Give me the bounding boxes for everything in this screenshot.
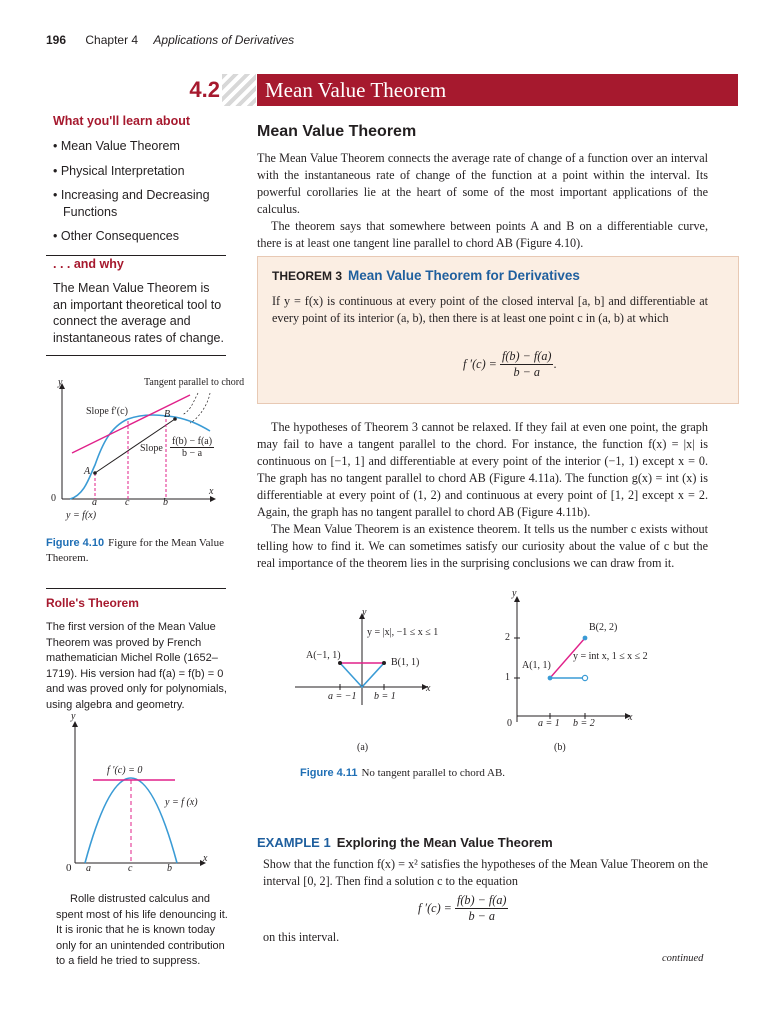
fig411a-am1: a = −1: [328, 691, 357, 702]
section-number: 4.2: [189, 77, 220, 102]
theorem-box: [257, 256, 739, 404]
rolle-fig-y: y: [71, 711, 76, 722]
rolle-fig-fc: f ′(c) = 0: [107, 765, 143, 776]
chapter-number: Chapter 4: [85, 33, 139, 47]
fig411b-b2: b = 2: [573, 718, 595, 729]
fig411b-x: x: [628, 712, 633, 723]
fig410-frac-den: b − a: [181, 448, 203, 459]
why-text: The Mean Value Theorem is an important theoretical tool to connect the average and instantaneous rates of change.: [53, 281, 224, 345]
fig410-a: a: [92, 497, 97, 508]
rolle-closing: [56, 892, 236, 970]
rolle-fig-curve: y = f (x): [165, 797, 198, 808]
main-heading: Mean Value Theorem: [257, 123, 417, 140]
example-title: Exploring the Mean Value Theorem: [336, 835, 553, 850]
page-number: 196: [46, 33, 67, 47]
theorem-formula: [463, 349, 557, 380]
fig411b-B: B(2, 2): [589, 622, 618, 633]
paragraph: The hypotheses of Theorem 3 cannot be relaxed. If they fail at even one point, the graph may fail to have a tangent parallel to the chord. For instance, the function f(x) = |x| is continuous on [−1, 1] and differentiable at every point of the interior (−1, 1) except x = 0. The graph has no tangent parallel to chord AB (Figure 4.11a). The function g(x) = int (x) is differentiable at every point of (1, 2) and continuous at every point of [1, 2] except x = 2. Again, the graph has no tangent parallel to chord AB (Figure 4.11b).: [257, 420, 708, 519]
fig411b-1: 1: [505, 672, 510, 683]
paragraph: The Mean Value Theorem connects the average rate of change of a function over an interval with the instantaneous rate of change of the function at a point within the interval. Its powerful corollaries lie at the heart of some of the most important applications of the calculus.: [257, 151, 708, 216]
learn-heading: What you'll learn about: [53, 114, 191, 128]
sidebar-divider: [46, 355, 226, 356]
fig411a-eq: y = |x|, −1 ≤ x ≤ 1: [367, 627, 439, 638]
rolle-heading: Rolle's Theorem: [46, 596, 139, 610]
example-text: Show that the function f(x) = x² satisfies the hypotheses of the Mean Value Theorem on the interval [0, 2]. Then find a solution c to the equation: [263, 857, 708, 888]
rolle-figure: [55, 713, 225, 878]
learn-item: • Physical Interpretation: [53, 163, 185, 178]
running-header: [46, 33, 294, 47]
fig411b-0: 0: [507, 718, 512, 729]
fig411b-2: 2: [505, 632, 510, 643]
example-den: b − a: [468, 909, 495, 923]
chapter-title: Applications of Derivatives: [153, 33, 295, 47]
theorem-end: .: [553, 357, 557, 371]
figure-4-11-caption: [300, 766, 720, 781]
theorem-num: f(b) − f(a): [501, 349, 552, 363]
fig410-tangent-label: Tangent parallel to chord: [144, 377, 245, 388]
caption-label: Figure 4.10: [46, 537, 105, 549]
rolle-fig-0: 0: [66, 862, 72, 874]
main-intro: [257, 150, 708, 252]
fig410-slope-fc: Slope f′(c): [86, 406, 128, 417]
rolle-closing-text: Rolle distrusted calculus and spent most of his life denouncing it. It is ironic that he is known today only for an unintended contribution to a field he tried to suppress.: [56, 893, 228, 967]
learn-item: • Mean Value Theorem: [53, 139, 180, 153]
rolle-fig-x: x: [203, 853, 208, 864]
theorem-den: b − a: [513, 365, 540, 379]
fig411a-x: x: [426, 683, 431, 694]
caption-text: Figure for the Mean Value Theorem.: [46, 537, 224, 564]
sidebar-divider: [46, 588, 226, 589]
example-num: f(b) − f(a): [456, 893, 507, 907]
fig410-y-label: y: [58, 377, 63, 388]
figure-4-10: [40, 375, 250, 525]
fig411a-label: (a): [357, 742, 369, 753]
fig411a-B: B(1, 1): [391, 657, 420, 668]
paragraph: The theorem says that somewhere between points A and B on a differentiable curve, there is at least one tangent line parallel to chord AB (Figure 4.10).: [257, 219, 708, 250]
figure-4-11a: [290, 605, 450, 755]
rolle-graph: [55, 713, 225, 878]
fig410-b: b: [163, 497, 168, 508]
fig411b-a1: a = 1: [538, 718, 560, 729]
fig410-B: B: [164, 409, 171, 420]
section-title: Mean Value Theorem: [257, 74, 738, 106]
fig411a-b1: b = 1: [374, 691, 396, 702]
fig410-c: c: [125, 497, 130, 508]
example-formula: [418, 893, 508, 924]
sidebar-divider: [46, 255, 226, 256]
figure-4-11b: [495, 588, 655, 758]
fig410-x-label: x: [209, 486, 214, 497]
continued-label: continued: [662, 953, 704, 964]
theorem-label: THEOREM 3: [272, 269, 343, 283]
fig411b-A: A(1, 1): [522, 660, 551, 671]
figure-4-10-caption: [46, 536, 241, 566]
learn-list: [53, 138, 223, 253]
fig410-frac-num: f(b) − f(a): [172, 436, 213, 447]
example-label: EXAMPLE 1: [257, 835, 331, 850]
fig410-A: A: [84, 466, 91, 477]
example-header: [257, 834, 553, 852]
fig410-curve-label: y = f(x): [66, 510, 97, 521]
rolle-fig-a: a: [86, 863, 91, 874]
fig411b-label: (b): [554, 742, 566, 753]
learn-item: • Increasing and Decreasing Functions: [53, 188, 210, 219]
caption-text: No tangent parallel to chord AB.: [361, 767, 506, 779]
theorem-header: [272, 267, 580, 285]
fig410-slope-frac: [170, 436, 214, 459]
caption-label: Figure 4.11: [300, 767, 358, 779]
example-lhs: f ′(c) =: [418, 901, 452, 915]
theorem-lhs: f ′(c) =: [463, 357, 497, 371]
rolle-fig-b: b: [167, 863, 172, 874]
why-heading: . . . and why: [53, 257, 124, 271]
rolle-text: The first version of the Mean Value Theorem was proved by French mathematician Michel Rolle (1652–1719). His version had f(a) = f(b) = 0 and was proved only for polynomials, using algebra and geometry.: [46, 621, 227, 711]
fig411b-y: y: [512, 588, 517, 599]
learn-item: • Other Consequences: [53, 229, 179, 243]
fig410-origin: 0: [51, 493, 56, 504]
example-text-2: on this interval.: [263, 930, 340, 944]
paragraph: The Mean Value Theorem is an existence theorem. It tells us the number c exists without telling how to find it. We can sometimes satisfy our curiosity about the value of c but the real importance of the theorem lies in the surprising conclusions we can draw from it.: [257, 522, 708, 570]
theorem-title: Mean Value Theorem for Derivatives: [348, 268, 580, 283]
fig410-slope-label: Slope: [140, 443, 163, 454]
banner-stripes: [222, 74, 256, 106]
theorem-text: If y = f(x) is continuous at every point of the closed interval [a, b] and differentiable at every point of its interior (a, b), then there is at least one point c in (a, b) at which: [272, 294, 708, 325]
fig411a-A: A(−1, 1): [306, 650, 341, 661]
fig411a-y: y: [362, 607, 367, 618]
main-body: [257, 419, 708, 572]
rolle-fig-c: c: [128, 863, 133, 874]
fig411b-eq: y = int x, 1 ≤ x ≤ 2: [573, 651, 648, 662]
